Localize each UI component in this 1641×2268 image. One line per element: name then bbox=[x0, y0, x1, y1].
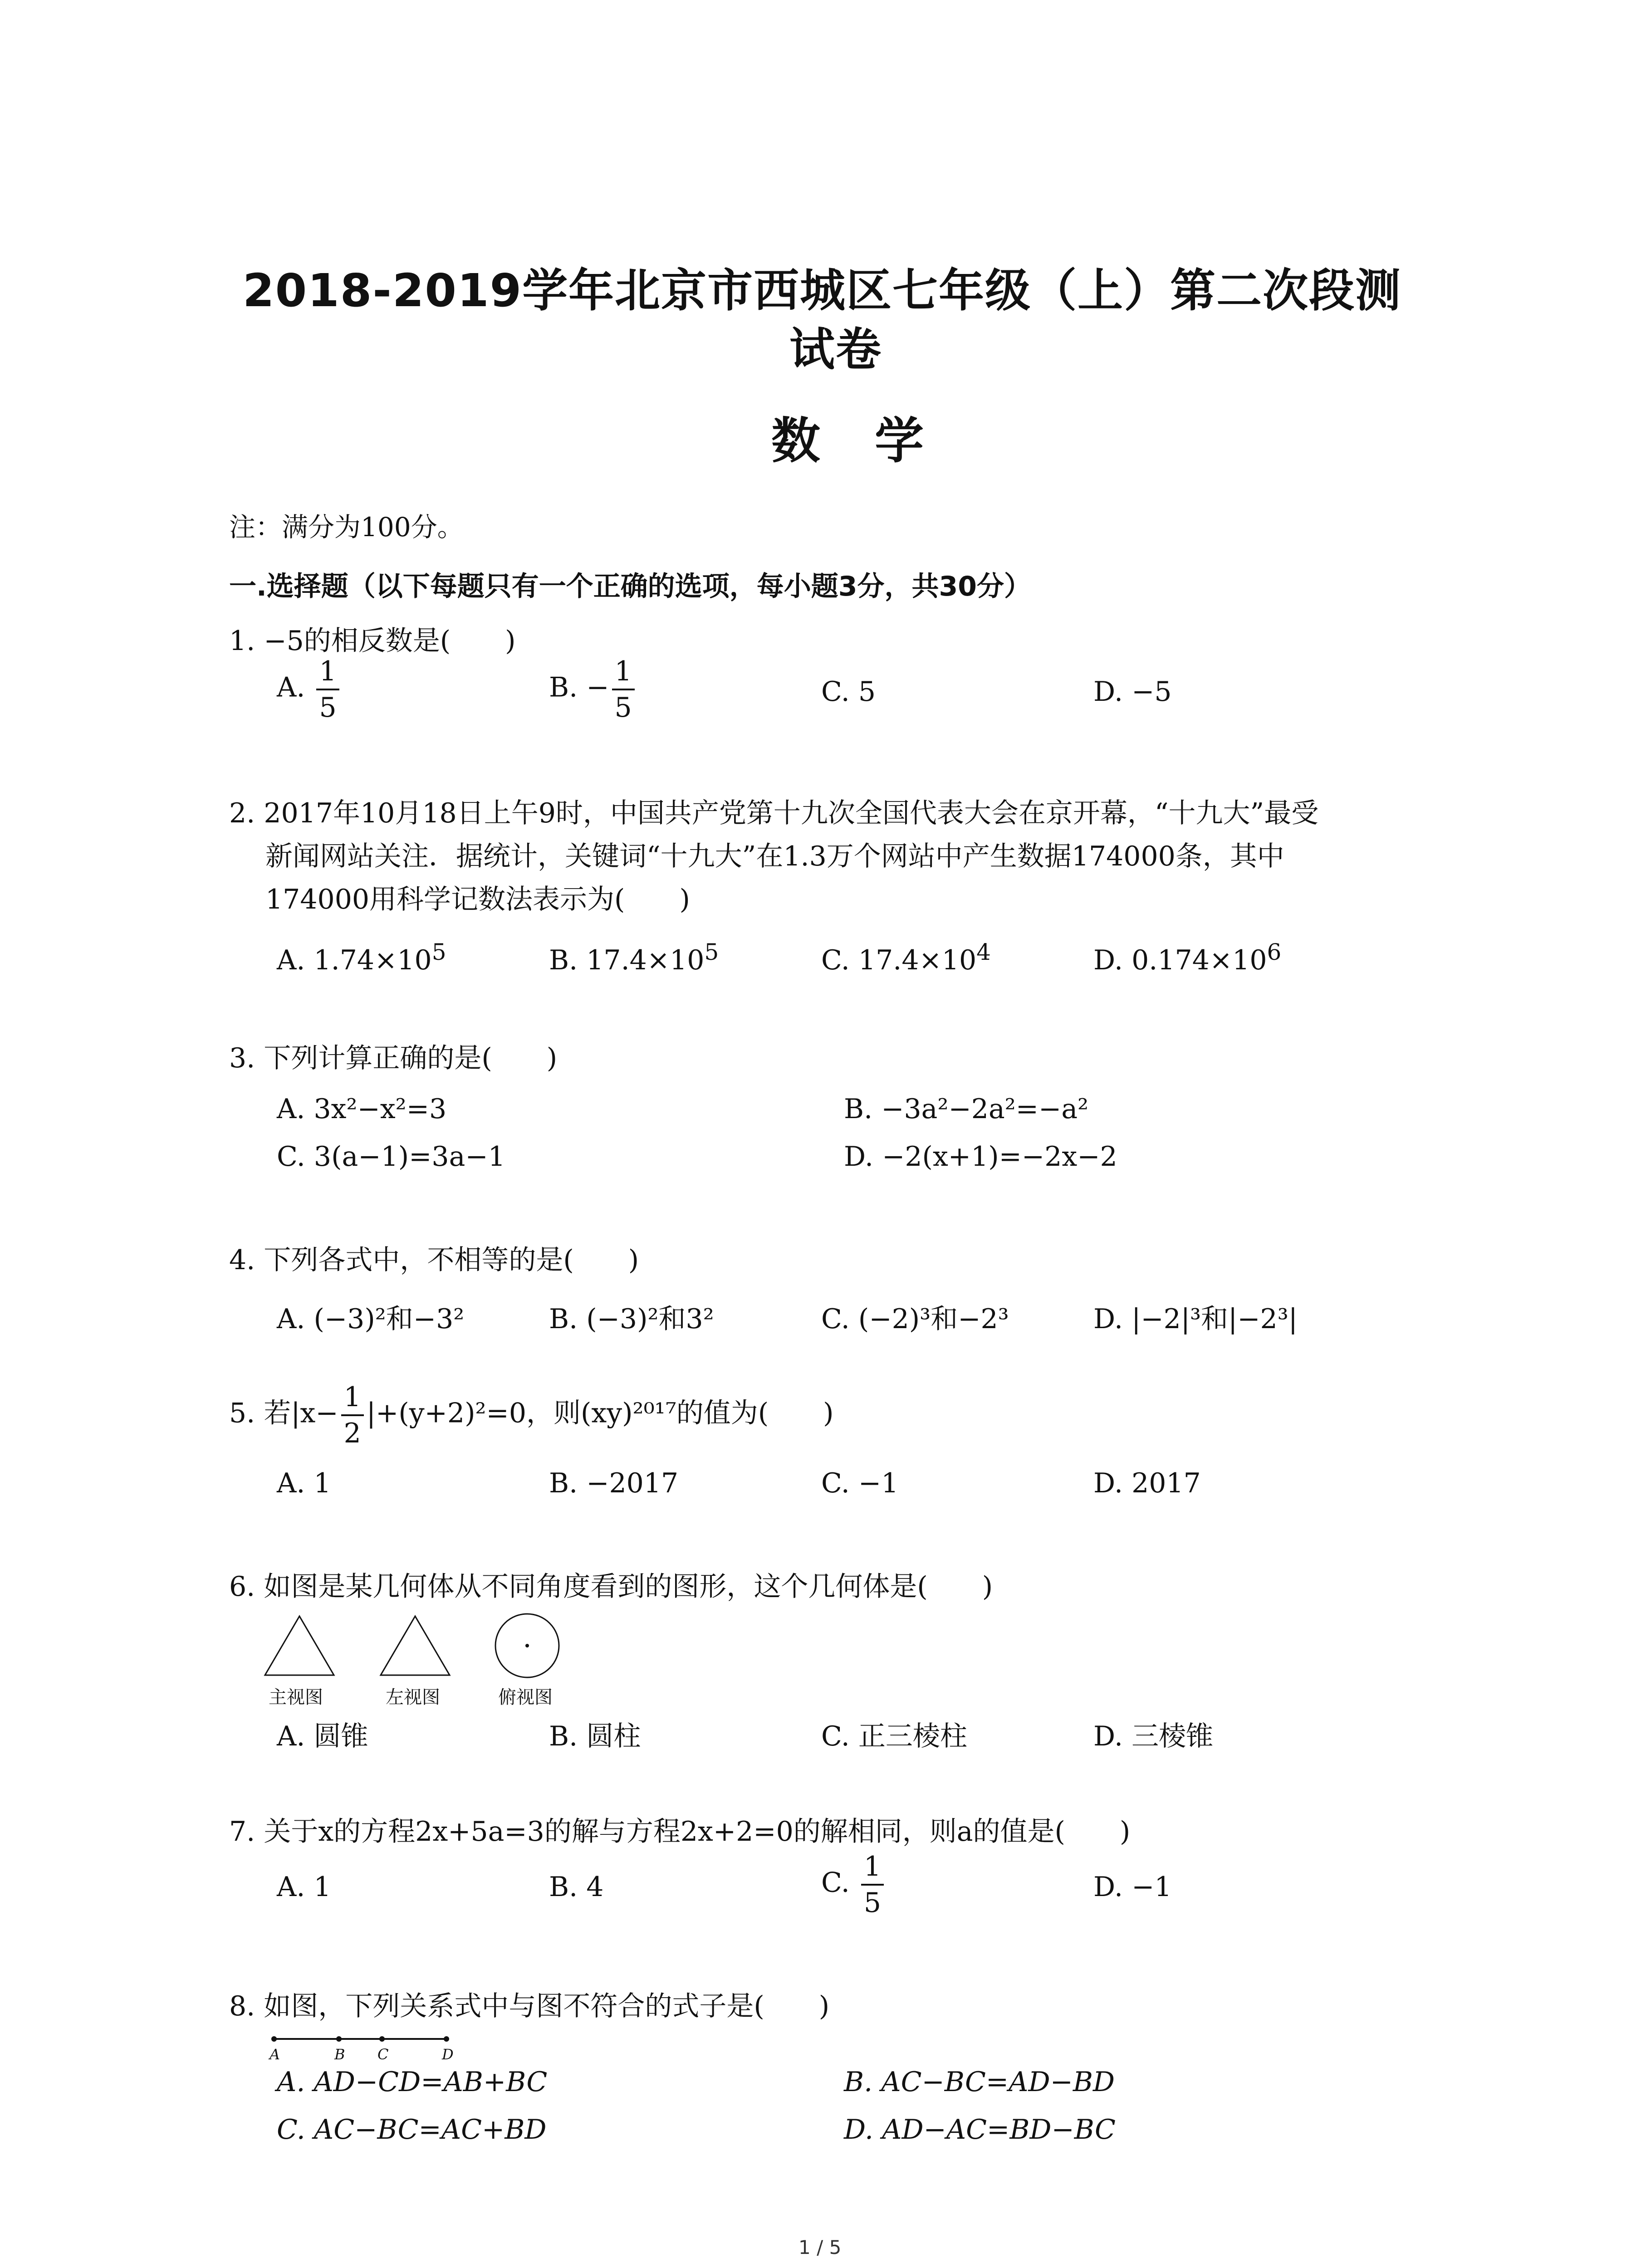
question-8-stem: 8. 如图，下列关系式中与图不符合的式子是( ) bbox=[229, 1990, 830, 2022]
fraction: $\frac{1}{2}$ bbox=[341, 1383, 364, 1447]
question-2-option-d: D. $0.174\times 10^6$ bbox=[1093, 939, 1282, 976]
top-view-center-dot bbox=[525, 1644, 529, 1647]
question-1-stem: 1. −5的相反数是( ) bbox=[229, 625, 516, 657]
question-4-stem: 4. 下列各式中，不相等的是( ) bbox=[229, 1244, 639, 1276]
question-6-option-a: A. 圆锥 bbox=[277, 1721, 368, 1752]
side-view-label: 左视图 bbox=[386, 1687, 440, 1708]
question-3-option-b: B. −3a²−2a²=−a² bbox=[844, 1093, 1089, 1125]
fraction: $\frac{1}{5}$ bbox=[861, 1853, 884, 1916]
question-2-option-c: C. $17.4\times 10^4$ bbox=[821, 939, 991, 976]
question-7-stem: 7. 关于x的方程2x+5a=3的解与方程2x+2=0的解相同，则a的值是( ) bbox=[229, 1816, 1131, 1848]
question-5-option-d: D. 2017 bbox=[1093, 1467, 1201, 1499]
question-7-option-b: B. 4 bbox=[549, 1871, 604, 1903]
section-title: 一.选择题（以下每题只有一个正确的选项，每小题3分，共30分） bbox=[229, 571, 1032, 602]
question-6-stem: 6. 如图是某几何体从不同角度看到的图形，这个几何体是( ) bbox=[229, 1571, 993, 1603]
question-6-option-d: D. 三棱锥 bbox=[1093, 1721, 1214, 1752]
question-4-option-c: C. (−2)³和−2³ bbox=[821, 1303, 1009, 1335]
question-2-option-b: B. $17.4\times 10^5$ bbox=[549, 939, 719, 976]
point-b-label: B bbox=[334, 2046, 345, 2063]
question-2-line-3: 174000用科学记数法表示为( ) bbox=[265, 884, 690, 915]
question-2-option-a: A. $1.74\times 10^5$ bbox=[277, 939, 446, 976]
title-line-2: 试卷 bbox=[789, 323, 882, 376]
question-8-option-a: A. AD−CD=AB+BC bbox=[277, 2066, 548, 2098]
question-5-option-b: B. −2017 bbox=[549, 1467, 679, 1499]
point-d-dot bbox=[444, 2036, 449, 2042]
question-8-option-d: D. AD−AC=BD−BC bbox=[844, 2114, 1116, 2146]
question-5-stem: 5. 若|x− $\frac{1}{2}$ |+(y+2)²=0，则(xy)²⁰¹⁷的值为( ) bbox=[229, 1381, 834, 1449]
point-a-label: A bbox=[269, 2046, 280, 2063]
number-line-figure bbox=[263, 2032, 472, 2046]
question-1-option-c: C. 5 bbox=[821, 676, 876, 708]
question-1-option-b: B. − $\frac{1}{5}$ bbox=[549, 658, 637, 721]
side-view-triangle bbox=[381, 1616, 450, 1675]
question-6-option-b: B. 圆柱 bbox=[549, 1721, 641, 1752]
point-a-dot bbox=[271, 2036, 277, 2042]
title-line-1: 2018-2019学年北京市西城区七年级（上）第二次段测 bbox=[243, 264, 1402, 317]
question-7-option-a: A. 1 bbox=[277, 1871, 331, 1903]
question-1-option-a: A. $\frac{1}{5}$ bbox=[277, 658, 342, 721]
three-views-figure bbox=[263, 1613, 581, 1690]
score-note: 注：满分为100分。 bbox=[229, 512, 464, 543]
question-2-line-2: 新闻网站关注．据统计，关键词“十九大”在1.3万个网站中产生数据174000条，其中 bbox=[265, 841, 1284, 872]
question-7-option-d: D. −1 bbox=[1093, 1871, 1172, 1903]
question-3-option-d: D. −2(x+1)=−2x−2 bbox=[844, 1141, 1117, 1173]
top-view-label: 俯视图 bbox=[498, 1687, 553, 1708]
question-6-option-c: C. 正三棱柱 bbox=[821, 1721, 967, 1752]
question-4-option-d: D. |−2|³和|−2³| bbox=[1093, 1303, 1298, 1335]
fraction: $\frac{1}{5}$ bbox=[316, 658, 339, 721]
question-8-option-b: B. AC−BC=AD−BD bbox=[844, 2066, 1115, 2098]
question-5-option-c: C. −1 bbox=[821, 1467, 899, 1499]
subject-title: 数学 bbox=[771, 413, 979, 469]
front-view-triangle bbox=[265, 1616, 334, 1675]
question-3-stem: 3. 下列计算正确的是( ) bbox=[229, 1042, 558, 1074]
front-view-label: 主视图 bbox=[269, 1687, 323, 1708]
point-d-label: D bbox=[442, 2046, 454, 2063]
question-7-option-c: C. $\frac{1}{5}$ bbox=[821, 1853, 887, 1916]
page-number: 1 / 5 bbox=[798, 2236, 842, 2258]
point-c-label: C bbox=[377, 2046, 389, 2063]
question-8-option-c: C. AC−BC=AC+BD bbox=[277, 2114, 547, 2146]
question-3-option-a: A. 3x²−x²=3 bbox=[277, 1093, 447, 1125]
question-4-option-b: B. (−3)²和3² bbox=[549, 1303, 714, 1335]
point-b-dot bbox=[336, 2036, 342, 2042]
question-4-option-a: A. (−3)²和−3² bbox=[277, 1303, 465, 1335]
question-1-option-d: D. −5 bbox=[1093, 676, 1172, 708]
fraction: $\frac{1}{5}$ bbox=[612, 658, 635, 721]
question-2-line-1: 2. 2017年10月18日上午9时，中国共产党第十九次全国代表大会在京开幕，“十九大”最受 bbox=[229, 797, 1319, 829]
question-3-option-c: C. 3(a−1)=3a−1 bbox=[277, 1141, 505, 1173]
question-5-option-a: A. 1 bbox=[277, 1467, 331, 1499]
point-c-dot bbox=[379, 2036, 385, 2042]
